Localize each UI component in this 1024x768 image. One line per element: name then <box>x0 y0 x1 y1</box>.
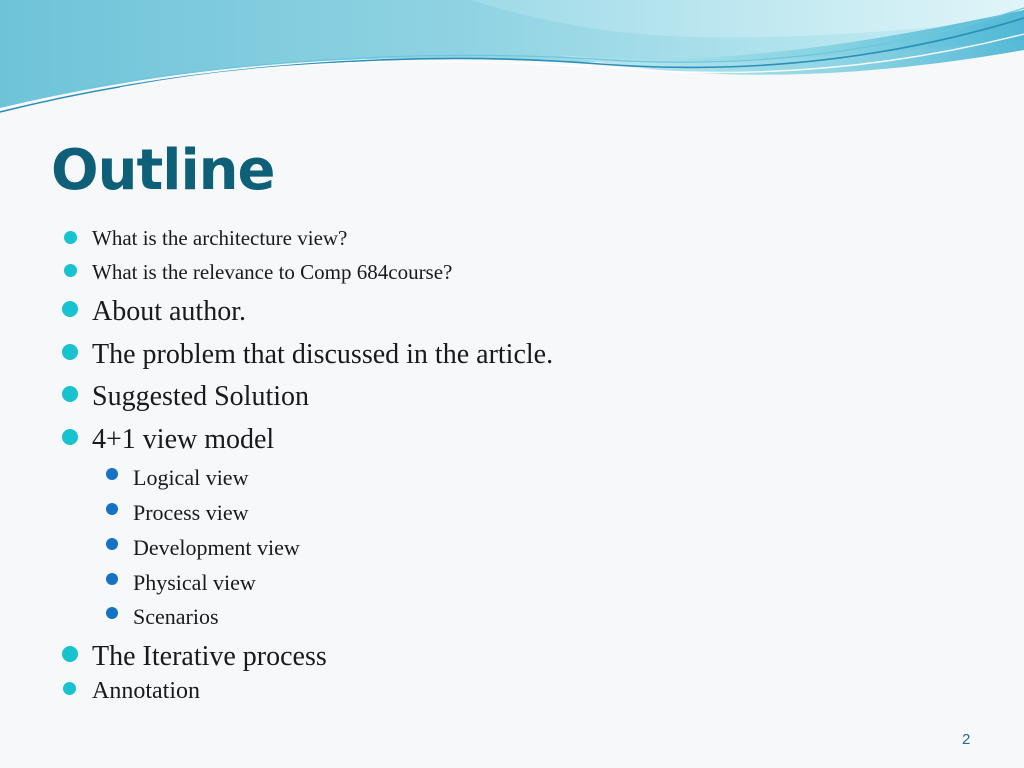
list-item-text: Scenarios <box>133 604 219 629</box>
bullet-icon <box>64 264 77 277</box>
list-item-text: Logical view <box>133 465 249 490</box>
list-item <box>92 260 452 285</box>
list-item-text: Suggested Solution <box>92 381 310 412</box>
list-item-text: What is the relevance to Comp 684course? <box>92 260 453 284</box>
list-item <box>92 424 274 456</box>
list-item <box>133 500 248 526</box>
bullet-icon <box>62 386 78 402</box>
list-item-text: Physical view <box>133 570 256 595</box>
list-item <box>92 381 309 413</box>
bullet-icon <box>62 429 78 445</box>
bullet-icon <box>64 231 77 244</box>
sub-bullet-icon <box>106 573 118 585</box>
list-item-text: About author. <box>92 296 246 327</box>
list-item <box>92 641 327 673</box>
list-item <box>92 296 246 328</box>
list-item <box>133 535 300 561</box>
list-item-text: Development view <box>133 535 300 560</box>
bullet-icon <box>62 344 78 360</box>
list-item-text: Process view <box>133 500 249 525</box>
slide-title: Outline <box>51 138 275 203</box>
page-number: 2 <box>962 731 971 748</box>
sub-bullet-icon <box>106 468 118 480</box>
list-item <box>92 339 553 371</box>
sub-bullet-icon <box>106 503 118 515</box>
bullet-icon <box>62 301 78 317</box>
list-item <box>133 465 248 491</box>
list-item <box>133 604 219 630</box>
bullet-icon <box>63 682 76 695</box>
list-item <box>92 678 200 705</box>
sub-bullet-icon <box>106 538 118 550</box>
list-item <box>133 570 256 596</box>
list-item-text: Annotation <box>92 678 200 704</box>
list-item-text: 4+1 view model <box>92 424 275 455</box>
sub-bullet-icon <box>106 607 118 619</box>
list-item-text: The problem that discussed in the article. <box>92 339 554 370</box>
list-item-text: The Iterative process <box>92 641 327 672</box>
bullet-icon <box>62 646 78 662</box>
list-item-text: What is the architecture view? <box>92 226 348 250</box>
list-item <box>92 226 347 251</box>
